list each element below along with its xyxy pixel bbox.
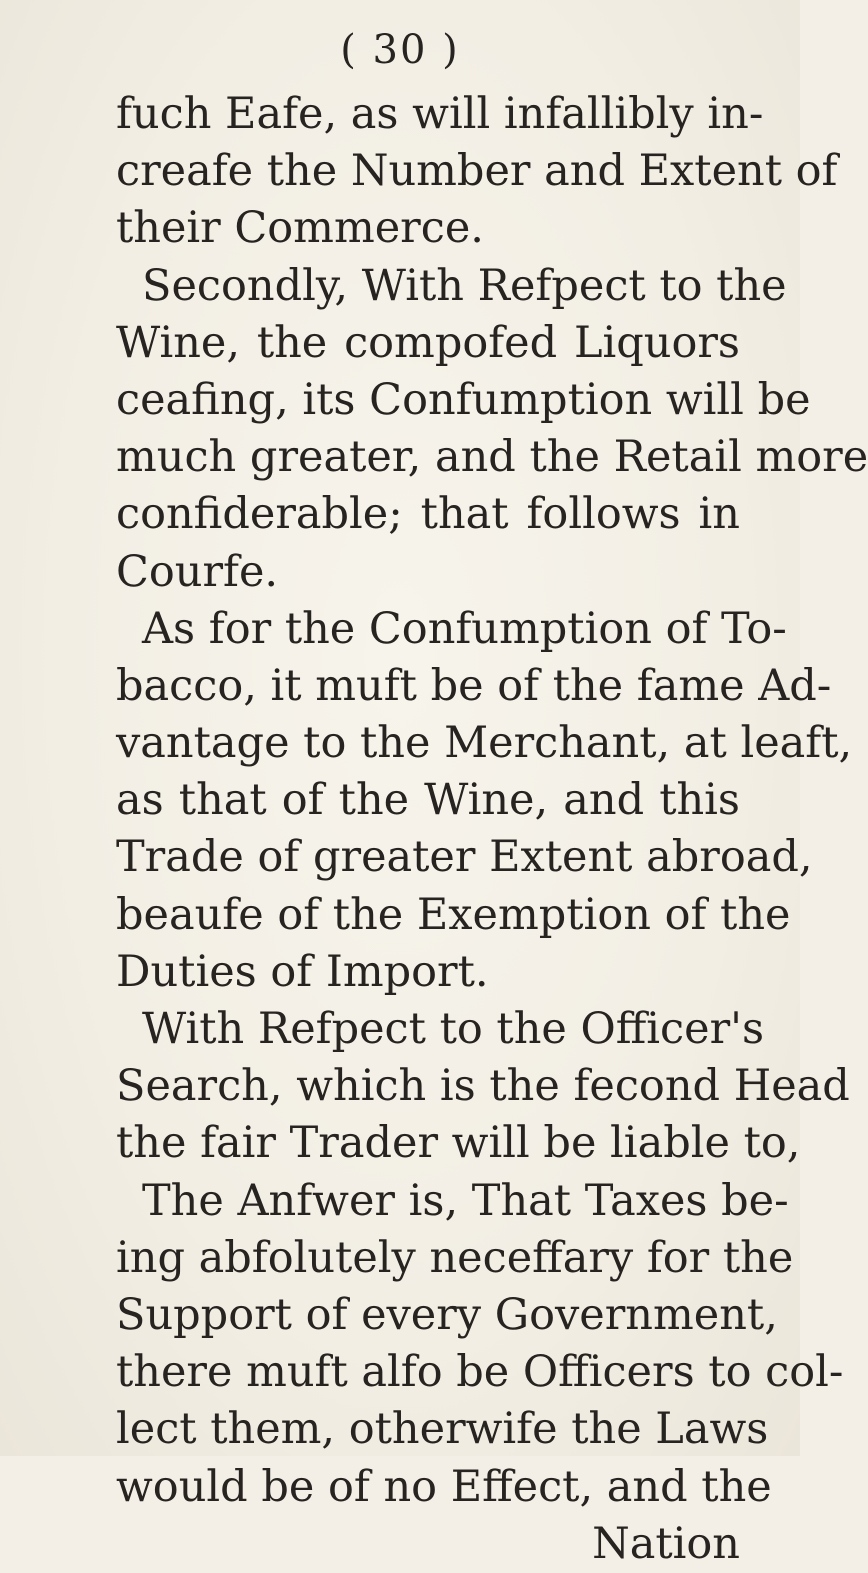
text-line: the fair Trader will be liable to, — [116, 1118, 801, 1169]
text-line: With Refpect to the Officer's — [142, 1004, 765, 1054]
text-line: bacco, it muft be of the fame Ad- — [116, 660, 832, 711]
text-line: vantage to the Merchant, at leaft, — [116, 718, 853, 769]
text-line: there muft alfo be Officers to col- — [116, 1347, 844, 1398]
text-line: Trade of greater Extent abroad, — [116, 832, 813, 883]
text-line: creafe the Number and Extent of — [116, 146, 838, 197]
text-line: Courfe. — [116, 546, 279, 597]
text-line: As for the Confumption of To- — [142, 603, 787, 654]
text-line: ing abfolutely neceffary for the — [116, 1232, 794, 1283]
text-line: Search, which is the fecond Head — [116, 1061, 850, 1112]
text-line: Wine, the compofed Liquors — [116, 317, 740, 368]
text-line: as that of the Wine, and this — [116, 775, 740, 826]
catchword: Nation — [592, 1518, 740, 1569]
text-line: lect them, otherwife the Laws — [116, 1404, 769, 1455]
text-line: Duties of Import. — [116, 946, 489, 997]
text-line: would be of no Effect, and the — [116, 1461, 772, 1512]
text-line: Support of every Government, — [116, 1289, 778, 1340]
text-line: ceafing, its Confumption will be — [116, 374, 811, 425]
text-line: beaufe of the Exemption of the — [116, 889, 791, 940]
text-line: their Commerce. — [116, 203, 484, 254]
body-text — [116, 86, 868, 1573]
text-line: much greater, and the Retail more — [116, 432, 868, 483]
page-number: ( 30 ) — [340, 27, 460, 73]
text-line: fuch Eafe, as will infallibly in- — [116, 89, 764, 139]
text-line: confiderable; that follows in — [116, 489, 740, 540]
text-line: The Anfwer is, That Taxes be- — [142, 1175, 789, 1226]
text-line: Secondly, With Refpect to the — [142, 260, 787, 311]
